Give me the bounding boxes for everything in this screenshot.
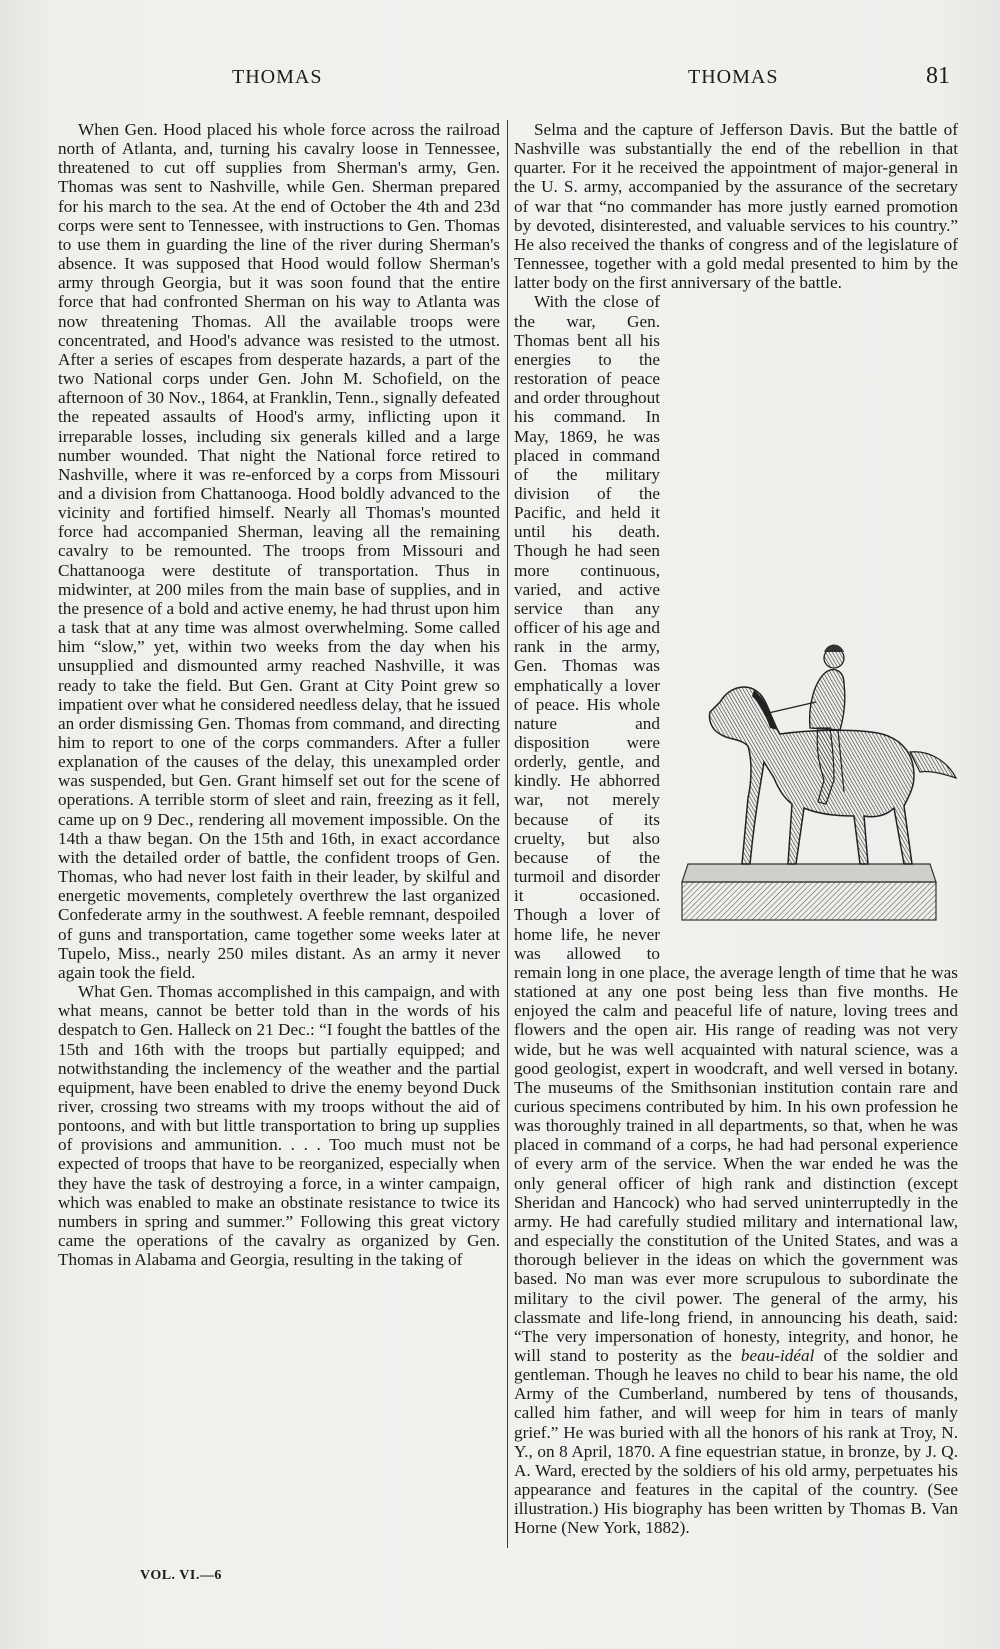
statue-engraving	[668, 602, 960, 942]
running-header	[0, 63, 1000, 96]
right-column	[514, 120, 958, 1538]
right-paragraph-2-text: With the close of the war, Gen. Thomas bent all his energies to the restoration of peace and order throughout his command. In May, 1869, he was placed in command of the military division of the Pacific, and held it until his death. Though he had seen more continuous, varied, and active service than any officer of his age and rank in the army, Gen. Thomas was emphatically a lover of peace. His whole nature and disposition were orderly, gentle, and kindly. He abhorred war, not merely because of its cruelty, but also because of the turmoil and disorder it occasioned. Though a lover of home life, he never was allowed to remain long in one place, the average length of time that he was stationed at any one post being less than five months. He enjoyed the calm and peaceful life of nature, loving trees and flowers and the open air. His range of reading was not very wide, but he was well acquainted with natural science, was a good geologist, expert in woodcraft, and well versed in botany. The museums of the Smithsonian institution contain rare and curious specimens contributed by him. In his own profession he was thoroughly trained in all departments, so that, when he was placed in command of a corps, he had had personal experience of every arm of the service. When the war ended he was the only general officer of high rank and distinction (except Sheridan and Hancock) who had served uninterruptedly in the army. He had carefully studied military and international law, and especially the constitution of the United States, and was a thorough believer in the ideas on which the government was based. No man was ever more scrupulous to subordinate the military to the civil power. The general of the army, his classmate and life-long friend, in announcing his death, said: “The very impersonation of honesty, integrity, and honor, he will stand to posterity as the	[514, 292, 958, 1365]
right-paragraph-2-end: of the soldier and gentleman. Though he leaves no child to bear his name, the old Army of the Cumberland, numbered by tens of thousands, called him father, and will weep for him in tears of manly grief.” He was buried with all the honors of his rank at Troy, N. Y., on 8 April, 1870. A fine equestrian statue, in bronze, by J. Q. A. Ward, erected by the soldiers of his old army, perpetuates his appearance and features in the capital of the country. (See illustration.) His biography has been written by Thomas B. Van Horne (New York, 1882).	[514, 1346, 958, 1538]
page-number: 81	[926, 63, 950, 89]
left-column	[58, 120, 500, 1269]
header-left: THOMAS	[232, 66, 323, 88]
right-paragraph-2-italic: beau-idéal	[740, 1346, 815, 1365]
equestrian-statue-icon	[668, 602, 960, 942]
column-divider	[507, 120, 508, 1548]
left-paragraph-2: What Gen. Thomas accomplished in this campaign, and with what means, cannot be better told than in the words of his despatch to Gen. Halleck on 21 Dec.: “I fought the battles of the 15th and 16th with the troops but partially equipped; and notwithstanding the inclemency of the weather and the partial equipment, have been enabled to drive the enemy beyond Duck river, crossing two streams with my troops without the aid of pontoons, and with but little transportation to bring up supplies of provisions and ammunition. . . . Too much must not be expected of troops that have to be reorganized, especially when they have the task of destroying a force, in a winter campaign, which was enabled to make an obstinate resistance to twice its numbers in spring and summer.” Following this great victory came the operations of the cavalry as organized by Gen. Thomas in Alabama and Georgia, resulting in the taking of	[58, 982, 500, 1270]
header-center: THOMAS	[688, 66, 779, 88]
right-paragraph-1: Selma and the capture of Jefferson Davis. But the battle of Nashville was substantially the end of the rebellion in that quarter. For it he received the appointment of major-general in the U. S. army, accompanied by the assurance of the secretary of war that “no commander has more justly earned promotion by devoted, disinterested, and valuable services to his country.” He also received the thanks of congress and of the legislature of Tennessee, together with a gold medal presented to him by the latter body on the first anniversary of the battle.	[514, 120, 958, 293]
footer-signature: VOL. VI.—6	[140, 1568, 222, 1583]
right-paragraph-2	[514, 292, 958, 1537]
left-paragraph-1: When Gen. Hood placed his whole force across the railroad north of Atlanta, and, turning his cavalry loose in Tennessee, threatened to cut off supplies from Sherman's army, Gen. Thomas was sent to Nashville, while Gen. Sherman prepared for his march to the sea. At the end of October the 4th and 23d corps were sent to Tennessee, with instructions to Gen. Thomas to use them in guarding the line of the river during Sherman's absence. It was supposed that Hood would follow Sherman's army through Georgia, but it was soon found that the entire force that had confronted Sherman on his way to Atlanta was now threatening Thomas. All the available troops were concentrated, and Hood's advance was resisted to the utmost. After a series of escapes from desperate hazards, a part of the two National corps under Gen. John M. Schofield, on the afternoon of 30 Nov., 1864, at Franklin, Tenn., signally defeated the repeated assaults of Hood's army, inflicting upon it irreparable losses, including six generals killed and a large number wounded. That night the National force retired to Nashville, where it was re-enforced by a corps from Missouri and a division from Chattanooga. Hood boldly advanced to the vicinity and fortified himself. Nearly all Thomas's mounted force had accompanied Sherman, leaving all the remaining cavalry to be remounted. The troops from Missouri and Chattanooga were destitute of transportation. Thus in midwinter, at 200 miles from the main base of supplies, and in the presence of a bold and active enemy, he had thrust upon him a task that at any time was almost overwhelming. Some called him “slow,” yet, within two weeks from the day when his unsupplied and dismounted army reached Nashville, it was ready to take the field. But Gen. Grant at City Point grew so impatient over what he considered needless delay, that he issued an order dismissing Gen. Thomas from command, and directing him to report to one of the corps commanders. After a fuller explanation of the causes of the delay, this unexampled order was suspended, but Gen. Grant himself set out for the scene of operations. A terrible storm of sleet and rain, freezing as it fell, came up on 9 Dec., rendering all movement impossible. On the 14th a thaw began. On the 15th and 16th, in exact accordance with the detailed order of battle, the confident troops of Gen. Thomas, who had never lost faith in their leader, by skilful and energetic movements, completely overthrew the last organized Confederate army in the southwest. A feeble remnant, despoiled of guns and transportation, came together some weeks later at Tupelo, Miss., nearly 250 miles distant. As an army it never again took the field.	[58, 120, 500, 982]
